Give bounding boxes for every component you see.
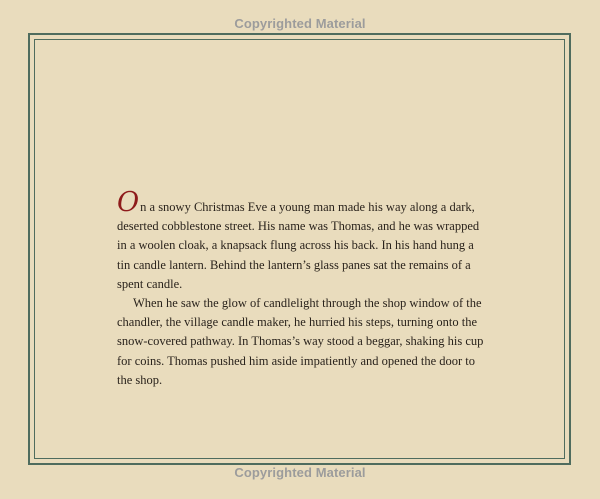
drop-cap: O <box>117 187 140 218</box>
story-text <box>117 187 497 390</box>
copyright-watermark-top: Copyrighted Material <box>234 16 366 31</box>
copyright-watermark-bottom: Copyrighted Material <box>234 465 366 480</box>
paragraph-1 <box>117 187 497 294</box>
paragraph-1-text: n a snowy Christmas Eve a young man made his way along a dark, deserted cobblestone street. His name was Thomas, and he was wrapped in a woolen cloak, a knapsack flung across his back. In his hand hung a tin candle lantern. Behind the lantern’s glass panes sat the remains of a spent candle. <box>117 200 480 291</box>
paragraph-2: When he saw the glow of candlelight through the shop window of the chandler, the village candle maker, he hurried his steps, turning onto the snow-covered pathway. In Thomas’s way stood a beggar, shaking his cup for coins. Thomas pushed him aside impatiently and opened the door to the shop. <box>117 296 484 387</box>
